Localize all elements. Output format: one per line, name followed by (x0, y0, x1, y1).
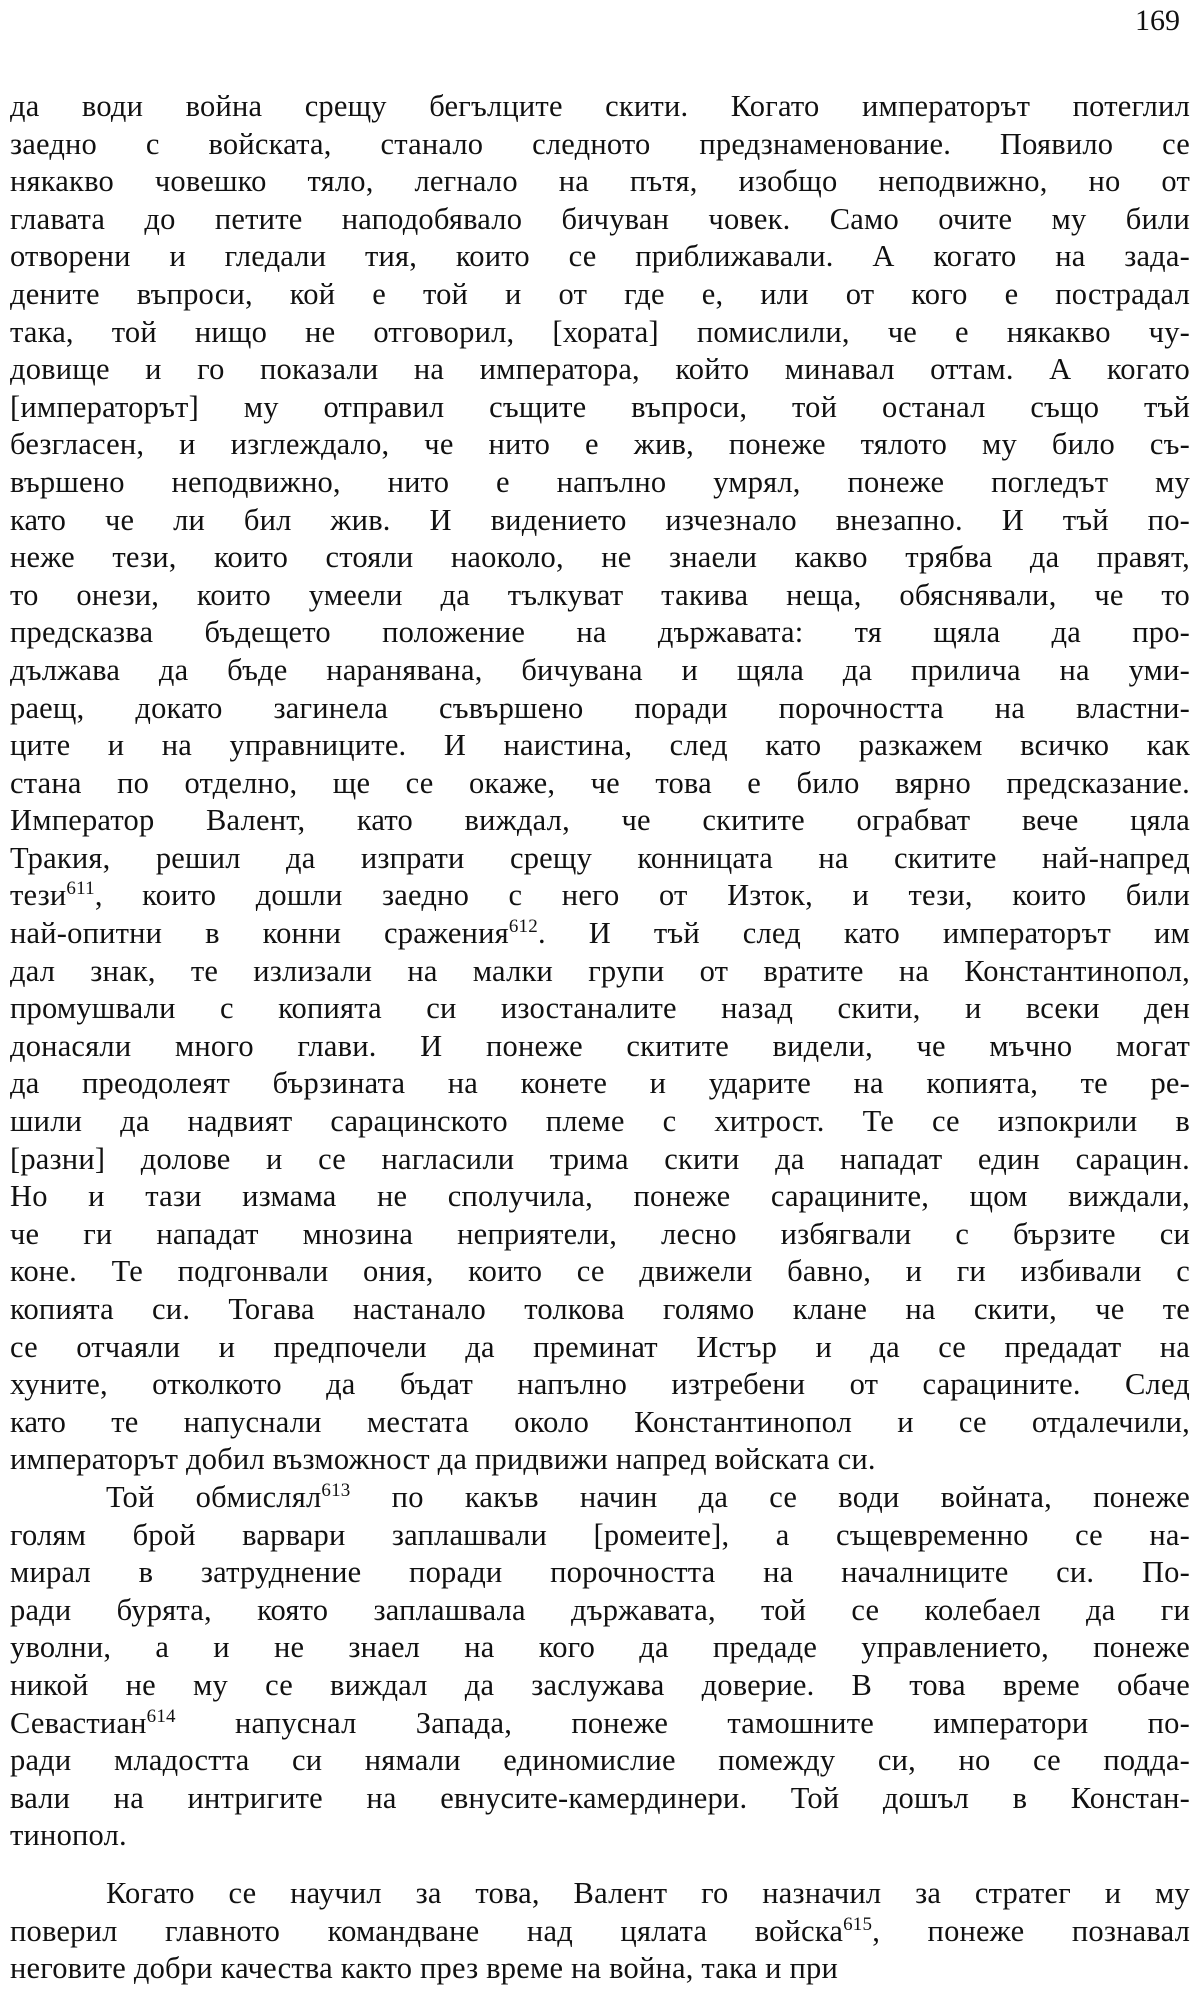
text-line (10, 464, 1190, 502)
text-line (10, 238, 1190, 276)
text-segment: тинопол. (10, 1818, 127, 1853)
footnote-marker[interactable]: 612 (508, 916, 538, 938)
text-segment: неже тези, които стояли наоколо, не знаели какво трябва да правят, (10, 540, 1190, 575)
text-line (10, 426, 1190, 464)
text-segment: Когато се научил за това, Валент го назначил за стратег и му (106, 1875, 1190, 1910)
paragraph (10, 88, 1190, 1479)
text-segment: главата до петите наподобявало бичуван човек. Само очите му били (10, 201, 1190, 236)
text-segment: императорът добил възможност да придвижи напред войската си. (10, 1442, 876, 1477)
text-line (10, 1517, 1190, 1555)
paragraph-gap (10, 1855, 1190, 1875)
text-segment: най-опитни в конни сражения (10, 916, 509, 951)
text-segment: шили да надвият сарацинското племе с хитрост. Те се изпокрили в (10, 1104, 1190, 1139)
text-segment: Тракия, решил да изпрати срещу конницата на скитите най-напред (10, 840, 1190, 875)
text-segment: ради младостта си нямали единомислие помежду си, но се подда- (10, 1743, 1190, 1778)
text-segment: като те напуснали местата около Константинопол и се отдалечили, (10, 1404, 1190, 1439)
text-segment: раещ, докато загинела съвършено поради порочността на властни- (10, 690, 1190, 725)
text-segment: тези (10, 878, 67, 913)
text-segment: донасяли много глави. И понеже скитите видели, че мъчно могат (10, 1028, 1190, 1063)
paragraph (10, 1479, 1190, 1855)
text-line (10, 539, 1190, 577)
text-line (10, 1103, 1190, 1141)
text-segment: така, той нищо не отговорил, [хората] помислили, че е някакво чу- (10, 314, 1190, 349)
text-segment: заедно с войската, станало следното предзнаменование. Появило се (10, 126, 1190, 161)
text-line (10, 1291, 1190, 1329)
text-line (10, 1178, 1190, 1216)
text-segment: напуснал Запада, понеже тамошните императори по- (175, 1705, 1190, 1740)
text-line (10, 1667, 1190, 1705)
text-line (10, 1742, 1190, 1780)
text-segment: дължава да бъде наранявана, бичувана и щяла да прилича на уми- (10, 652, 1190, 687)
text-segment: копията си. Тогава настанало толкова голямо клане на скити, че те (10, 1292, 1190, 1326)
text-segment: . И тъй след като императорът им (537, 916, 1191, 951)
text-line (10, 389, 1190, 427)
text-segment: безгласен, и изглеждало, че нито е жив, понеже тялото му било съ- (10, 427, 1190, 462)
text-line (10, 1141, 1190, 1179)
text-line (10, 840, 1190, 878)
text-segment: Той обмислял (106, 1479, 322, 1514)
text-segment: уволни, а и не знаел на кого да предаде управлението, понеже (10, 1630, 1190, 1665)
text-segment: че ги нападат мнозина неприятели, лесно избягвали с бързите си (10, 1216, 1190, 1251)
page-number: 169 (1135, 4, 1180, 37)
text-segment: Император Валент, като виждал, че скитите ограбват вече цяла (10, 803, 1190, 838)
text-segment: дените въпроси, кой е той и от где е, или от кого е пострадал (10, 276, 1190, 311)
text-line (10, 765, 1190, 803)
text-segment: [императорът] му отправил същите въпроси, той останал също тъй (10, 389, 1190, 424)
text-line (10, 652, 1190, 690)
text-segment: [разни] долове и се нагласили трима скити да нападат един сарацин. (10, 1141, 1190, 1176)
text-segment: предсказва бъдещето положение на държавата: тя щяла да про- (10, 615, 1190, 650)
footnote-marker[interactable]: 611 (66, 878, 95, 900)
text-segment: никой не му се виждал да заслужава доверие. В това време обаче (10, 1667, 1190, 1702)
text-segment: промушвали с копията си изостаналите назад скити, и всеки ден (10, 991, 1190, 1026)
text-line (10, 1913, 1190, 1951)
text-line (10, 915, 1190, 953)
text-line (10, 126, 1190, 164)
text-line (10, 1875, 1190, 1913)
text-line (10, 1216, 1190, 1254)
text-line (10, 1629, 1190, 1667)
text-line (10, 351, 1190, 389)
text-segment: Но и тази измама не сполучила, понеже сарацините, щом виждали, (10, 1179, 1190, 1214)
text-line (10, 727, 1190, 765)
text-line (10, 201, 1190, 239)
text-segment: вали на интригите на евнусите-камердинери. Той дошъл в Констан- (10, 1780, 1190, 1815)
footnote-marker[interactable]: 613 (321, 1479, 351, 1501)
text-line (10, 1554, 1190, 1592)
text-line (10, 1404, 1190, 1442)
text-segment: то онези, които умеели да тълкуват такива неща, обяснявали, че то (10, 577, 1190, 612)
text-line (10, 1329, 1190, 1367)
text-segment: довище и го показали на императора, който минавал оттам. А когато (10, 352, 1190, 387)
text-line (10, 1705, 1190, 1743)
text-line (10, 314, 1190, 352)
text-segment: коне. Те подгонвали ония, които се движели бавно, и ги избивали с (10, 1254, 1190, 1289)
text-segment: , понеже познавал (872, 1913, 1190, 1948)
text-segment: като че ли бил жив. И видението изчезнало внезапно. И тъй по- (10, 502, 1190, 537)
text-line (10, 1441, 1190, 1479)
text-segment: мирал в затруднение поради порочността на началниците си. По- (10, 1555, 1190, 1590)
text-segment: ради бурята, която заплашвала държавата, той се колебаел да ги (10, 1592, 1190, 1627)
text-segment: Севастиан (10, 1705, 147, 1740)
text-segment: голям брой варвари заплашвали [ромеите], а същевременно се на- (10, 1517, 1190, 1552)
text-line (10, 502, 1190, 540)
text-segment: стана по отделно, ще се окаже, че това е било вярно предсказание. (10, 765, 1190, 800)
text-segment: неговите добри качества както през време на война, така и при (10, 1951, 838, 1986)
text-line (10, 1028, 1190, 1066)
text-segment: по какъв начин да се води войната, понеже (350, 1479, 1190, 1514)
text-segment: вършено неподвижно, нито е напълно умрял, понеже погледът му (10, 464, 1190, 499)
text-segment: дал знак, те излизали на малки групи от вратите на Константинопол, (10, 953, 1190, 988)
text-line (10, 990, 1190, 1028)
text-segment: някакво човешко тяло, легнало на пътя, изобщо неподвижно, но от (10, 164, 1190, 199)
text-line (10, 690, 1190, 728)
text-segment: хуните, отколкото да бъдат напълно изтребени от сарацините. След (10, 1367, 1190, 1402)
body-text (10, 88, 1190, 1988)
text-segment: да води война срещу бегълците скити. Когато императорът потеглил (10, 89, 1190, 123)
text-segment: ците и на управниците. И наистина, след като разкажем всичко как (10, 728, 1190, 763)
text-line (10, 1817, 1190, 1855)
text-segment: отворени и гледали тия, които се приближавали. А когато на зада- (10, 239, 1190, 274)
text-line (10, 163, 1190, 201)
text-segment: поверил главното командване над цялата войска (10, 1913, 844, 1948)
text-line (10, 276, 1190, 314)
text-segment: се отчаяли и предпочели да преминат Истър и да се предадат на (10, 1329, 1190, 1364)
text-line (10, 802, 1190, 840)
text-line (10, 614, 1190, 652)
text-line (10, 1065, 1190, 1103)
text-line (10, 1479, 1190, 1517)
footnote-marker[interactable]: 615 (843, 1913, 873, 1935)
text-line (10, 1253, 1190, 1291)
text-line (10, 88, 1190, 126)
text-line (10, 1592, 1190, 1630)
footnote-marker[interactable]: 614 (146, 1705, 176, 1727)
text-segment: , които дошли заедно с него от Изток, и тези, които били (94, 878, 1190, 913)
paragraph (10, 1875, 1190, 1988)
text-segment: да преодолеят бързината на конете и ударите на копията, те ре- (10, 1066, 1190, 1101)
text-line (10, 1780, 1190, 1818)
text-line (10, 577, 1190, 615)
text-line (10, 1366, 1190, 1404)
text-line (10, 1950, 1190, 1988)
text-line (10, 953, 1190, 991)
text-line (10, 877, 1190, 915)
